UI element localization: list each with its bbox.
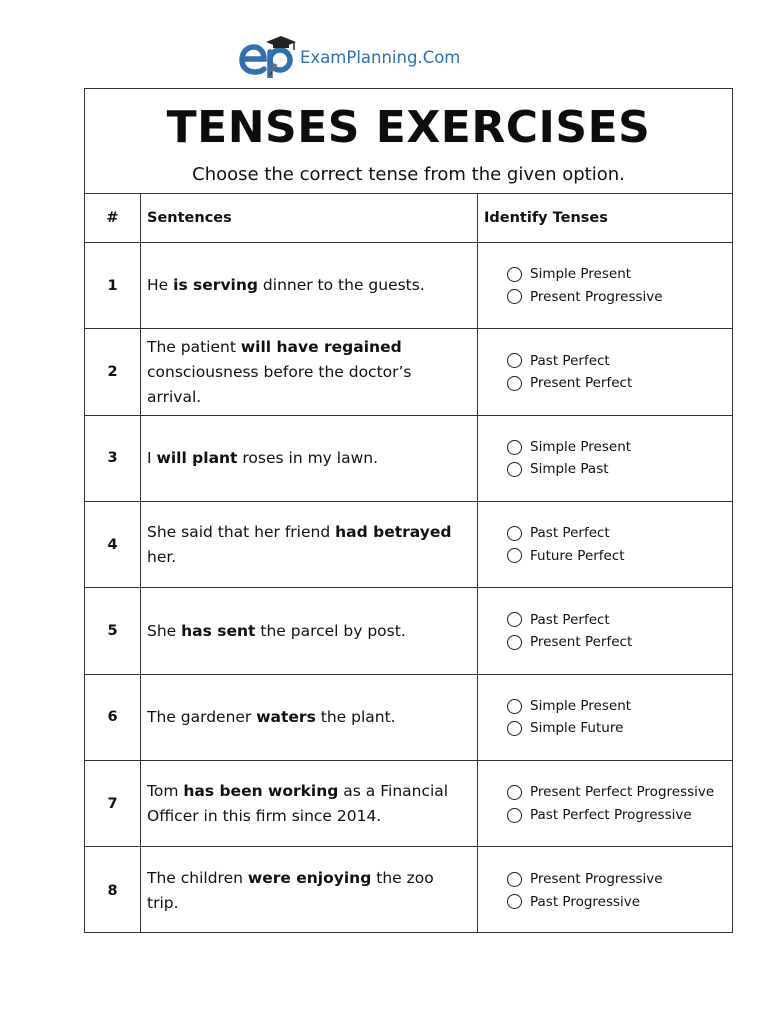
tense-options — [507, 243, 663, 328]
radio-button[interactable] — [507, 267, 522, 282]
column-header-tenses: Identify Tenses — [484, 210, 608, 226]
verb-highlight: has been working — [183, 781, 339, 800]
tense-options — [507, 761, 714, 846]
tense-option[interactable] — [507, 458, 631, 481]
sentence-text: The gardener — [147, 707, 257, 726]
question-sentence — [147, 416, 467, 501]
tense-options — [507, 329, 632, 414]
examplanning-logo — [236, 34, 460, 78]
verb-highlight: were enjoying — [247, 868, 372, 887]
question-number: 3 — [107, 450, 118, 467]
radio-button[interactable] — [507, 635, 522, 650]
exercise-row — [85, 675, 732, 761]
column-header-number: # — [106, 210, 119, 226]
verb-highlight: has sent — [181, 621, 256, 640]
question-sentence — [147, 761, 467, 846]
sentence-text: He — [147, 276, 174, 295]
tense-option[interactable] — [507, 868, 663, 891]
sentence-text: The children — [147, 868, 248, 887]
radio-button[interactable] — [507, 894, 522, 909]
exercise-row — [85, 502, 732, 588]
radio-button[interactable] — [507, 872, 522, 887]
sentence-text: She said that her friend — [147, 522, 336, 541]
tense-option-label: Past Perfect Progressive — [530, 806, 692, 823]
radio-button[interactable] — [507, 808, 522, 823]
sentence-text: the zoo trip. — [147, 868, 434, 912]
tense-options — [507, 675, 631, 760]
verb-highlight: had betrayed — [335, 522, 452, 541]
tense-option-label: Future Perfect — [530, 547, 625, 564]
sentence-text: dinner to the guests. — [258, 276, 425, 295]
tense-option-label: Simple Present — [530, 266, 632, 283]
sentence-text: The patient — [147, 337, 241, 356]
tense-option[interactable] — [507, 781, 714, 804]
radio-button[interactable] — [507, 699, 522, 714]
tense-option-label: Simple Present — [530, 438, 632, 455]
question-number: 1 — [107, 277, 118, 294]
question-sentence — [147, 675, 467, 760]
tense-option-label: Present Perfect — [530, 634, 633, 651]
exercise-row — [85, 761, 732, 847]
tense-option[interactable] — [507, 286, 663, 309]
tense-option[interactable] — [507, 545, 625, 568]
tense-option[interactable] — [507, 695, 631, 718]
tense-option[interactable] — [507, 350, 632, 373]
question-sentence — [147, 847, 467, 933]
tense-option[interactable] — [507, 372, 632, 395]
tense-option[interactable] — [507, 522, 625, 545]
question-number: 4 — [107, 536, 118, 553]
radio-button[interactable] — [507, 289, 522, 304]
sentence-text: the plant. — [315, 707, 396, 726]
verb-highlight: waters — [256, 707, 316, 726]
ep-logo-icon — [236, 34, 300, 78]
column-header-sentences: Sentences — [147, 210, 232, 226]
radio-button[interactable] — [507, 785, 522, 800]
verb-highlight: is serving — [173, 276, 258, 295]
tense-option-label: Present Progressive — [530, 871, 663, 888]
sentence-text: Tom — [147, 781, 184, 800]
tense-option-label: Past Progressive — [530, 893, 641, 910]
radio-button[interactable] — [507, 353, 522, 368]
tense-option[interactable] — [507, 631, 632, 654]
question-number: 8 — [107, 882, 118, 899]
tense-option-label: Present Progressive — [530, 288, 663, 305]
exercise-row — [85, 847, 732, 933]
verb-highlight: will plant — [156, 448, 238, 467]
column-headers — [85, 194, 732, 243]
tense-option-label: Simple Present — [530, 697, 632, 714]
tense-option[interactable] — [507, 804, 714, 827]
radio-button[interactable] — [507, 462, 522, 477]
question-number: 5 — [107, 623, 118, 640]
tense-option-label: Past Perfect — [530, 611, 610, 628]
sentence-text: She — [147, 621, 182, 640]
sentence-text: as a Financial Officer in this firm since 2014. — [147, 781, 449, 825]
question-number: 2 — [107, 364, 118, 381]
worksheet-table — [84, 88, 733, 933]
sentence-text: I — [147, 448, 157, 467]
tense-options — [507, 588, 632, 673]
verb-highlight: will have regained — [240, 337, 402, 356]
radio-button[interactable] — [507, 440, 522, 455]
radio-button[interactable] — [507, 526, 522, 541]
page-title: TENSES EXERCISES — [166, 102, 651, 153]
tense-option-label: Past Perfect — [530, 352, 610, 369]
question-sentence — [147, 502, 467, 587]
question-sentence — [147, 329, 467, 414]
question-sentence — [147, 588, 467, 673]
page-subtitle: Choose the correct tense from the given option. — [192, 164, 625, 185]
tense-option-label: Past Perfect — [530, 525, 610, 542]
tense-option-label: Simple Past — [530, 461, 609, 478]
sentence-text: roses in my lawn. — [237, 448, 379, 467]
brand-name[interactable]: ExamPlanning.Com — [300, 47, 461, 67]
tense-option[interactable] — [507, 263, 663, 286]
sentence-text: the parcel by post. — [255, 621, 406, 640]
tense-option-label: Present Perfect Progressive — [530, 784, 715, 801]
question-number: 6 — [107, 709, 118, 726]
tense-option-label: Present Perfect — [530, 375, 633, 392]
tense-option[interactable] — [507, 717, 631, 740]
question-sentence — [147, 243, 467, 328]
tense-options — [507, 502, 625, 587]
radio-button[interactable] — [507, 376, 522, 391]
tense-options — [507, 847, 663, 933]
sentence-text: her. — [147, 547, 177, 566]
tense-option[interactable] — [507, 891, 663, 914]
radio-button[interactable] — [507, 612, 522, 627]
sentence-text: consciousness before the doctor’s arrival. — [147, 362, 412, 406]
tense-options — [507, 416, 631, 501]
exercise-row — [85, 588, 732, 674]
tense-option[interactable] — [507, 436, 631, 459]
exercise-row — [85, 329, 732, 415]
tense-option[interactable] — [507, 609, 632, 632]
radio-button[interactable] — [507, 548, 522, 563]
exercise-row — [85, 243, 732, 329]
question-number: 7 — [107, 795, 118, 812]
worksheet-header — [85, 89, 732, 194]
tense-option-label: Simple Future — [530, 720, 624, 737]
radio-button[interactable] — [507, 721, 522, 736]
exercise-row — [85, 416, 732, 502]
